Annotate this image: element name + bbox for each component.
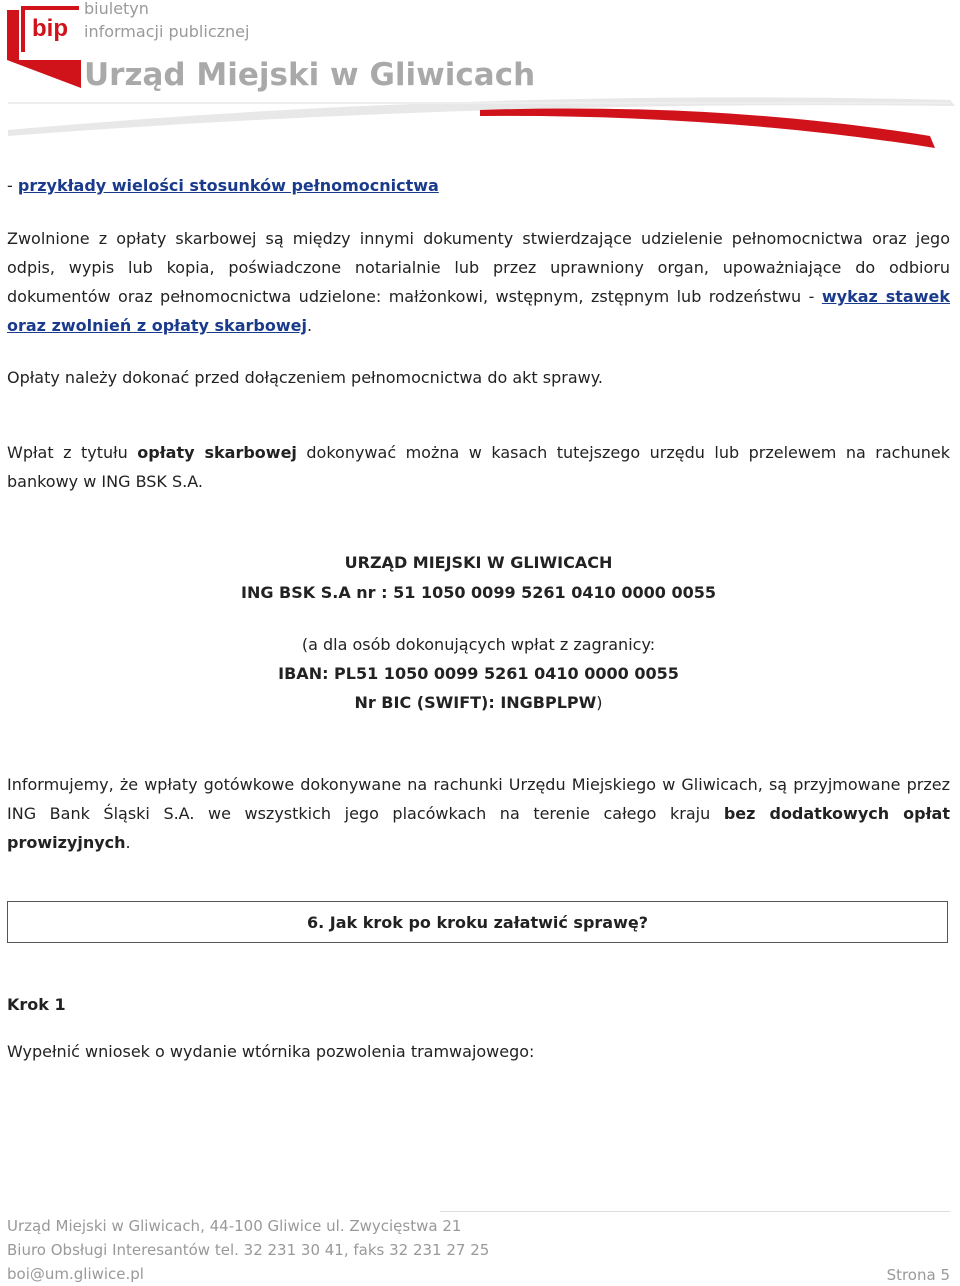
step-label: Krok 1 [7,995,66,1014]
page-header [0,0,960,150]
examples-line [7,171,950,200]
footer-phone: Biuro Obsługi Interesantów tel. 32 231 30 41, faks 32 231 27 25 [7,1241,490,1259]
cash-payments-end: . [125,833,131,852]
fees-list-link[interactable]: wykaz stawek oraz zwolnień z opłaty skarbowej [7,287,950,335]
bip-logo [7,2,81,88]
bip-line-2: informacji publicznej [84,22,250,41]
bic-close: ) [596,693,603,712]
step-text: Wypełnić wniosek o wydanie wtórnika pozwolenia tramwajowego: [7,1042,535,1061]
exemption-paragraph [7,224,950,340]
footer-address: Urząd Miejski w Gliwicach, 44-100 Gliwice ul. Zwycięstwa 21 [7,1217,462,1235]
footer-email[interactable]: boi@um.gliwice.pl [7,1265,144,1283]
exemption-text: Zwolnione z opłaty skarbowej są między innymi dokumenty stwierdzające udzielenie pełnomocnictwa oraz jego odpis, wypis lub kopia, poświadczone notarialnie lub przez uprawniony organ, upoważniające do odbioru dokumentów oraz pełnomocnictwa udzielone: małżonkowi, wstępnym, zstępnym lub rodzeństwu - [7,229,950,306]
payment-methods-paragraph [7,438,950,496]
foreign-intro: (a dla osób dokonujących wpłat z zagranicy: [301,635,656,654]
payment-methods-a: Wpłat z tytułu [7,443,138,462]
payment-methods-bold: opłaty skarbowej [137,443,297,462]
cash-payments-paragraph [7,770,950,857]
bank-account: ING BSK S.A nr : 51 1050 0099 5261 0410 0000 0055 [241,583,716,602]
bank-name: URZĄD MIEJSKI W GLIWICACH [344,553,613,572]
section-heading: 6. Jak krok po kroku załatwić sprawę? [7,901,948,943]
bip-line-1: biuletyn [84,0,149,18]
payment-timing-paragraph: Opłaty należy dokonać przed dołączeniem pełnomocnictwa do akt sprawy. [7,368,604,387]
payment-methods-b: dokonywać można w kasach tutejszego urzędu lub przelewem na rachunek bankowy w ING BSK S.A. [7,443,951,491]
site-title: Urząd Miejski w Gliwicach [84,57,536,93]
header-swoosh-decoration [0,96,960,152]
bic-line [7,688,950,717]
iban: IBAN: PL51 1050 0099 5261 0410 0000 0055 [278,664,679,683]
cash-payments-bold: bez dodatkowych opłat prowizyjnych [7,804,950,852]
examples-prefix: - [7,176,18,195]
cash-payments-a: Informujemy, że wpłaty gotówkowe dokonywane na rachunki Urzędu Miejskiego w Gliwicach, są przyjmowane przez ING Bank Śląski S.A. we wszystkich jego placówkach na terenie całego kraju [7,775,950,823]
bip-logo-icon [7,2,81,88]
page-number: Strona 5 [886,1266,950,1284]
exemption-end: . [306,316,313,335]
bip-logo-text: bip [32,15,68,42]
examples-link[interactable]: przykłady wielości stosunków pełnomocnictwa [17,176,439,195]
footer-divider [440,1211,950,1212]
bic: Nr BIC (SWIFT): INGBPLPW [354,693,597,712]
